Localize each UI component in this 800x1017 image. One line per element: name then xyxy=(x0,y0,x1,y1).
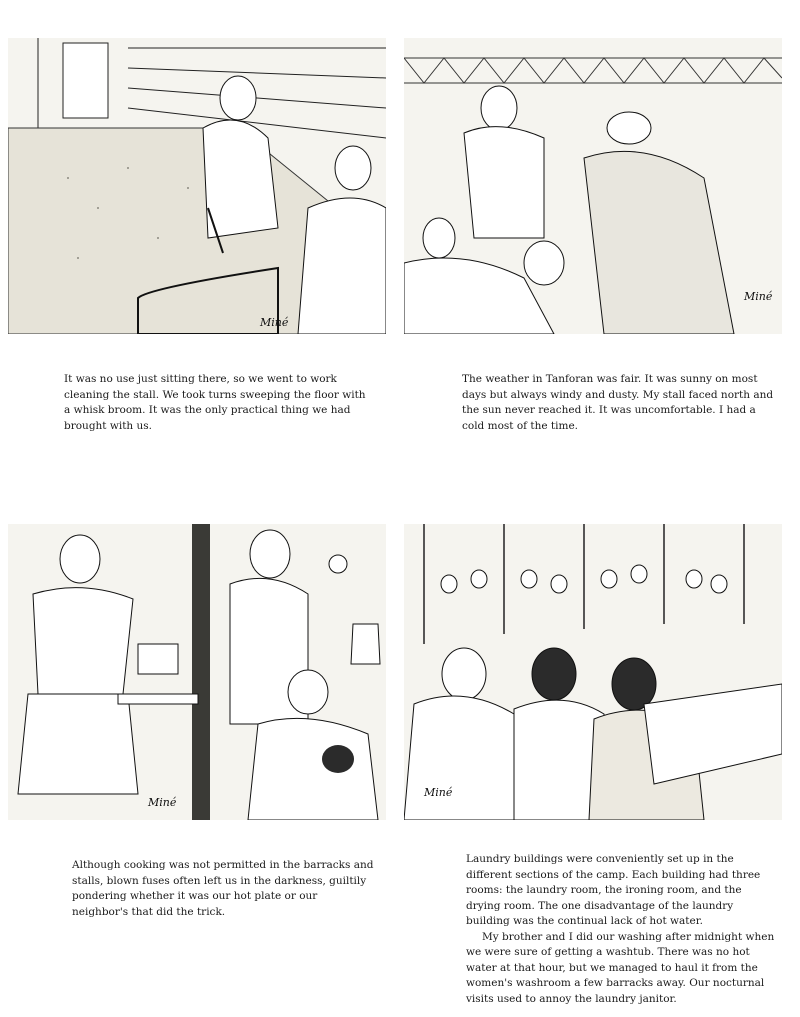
caption-paragraph: Although cooking was not permitted in the barracks and stalls, blown fuses often left us in the darkness, guiltily pondering whether it was our hot plate or our neighbor's that did the trick. xyxy=(72,859,374,918)
illustration-blown-fuses xyxy=(8,524,386,820)
artist-signature: Miné xyxy=(744,290,773,303)
caption-cleaning-stall xyxy=(64,372,372,434)
caption-paragraph: The weather in Tanforan was fair. It was sunny on most days but always windy and dusty. My stall faced north and the sun never reached it. It was uncomfortable. I had a cold most of the time. xyxy=(462,373,774,432)
caption-laundry xyxy=(466,852,776,1007)
caption-paragraph: It was no use just sitting there, so we went to work cleaning the stall. We took turns sweeping the floor with a whisk broom. It was the only practical thing we had brought with us. xyxy=(64,373,366,432)
caption-paragraph: My brother and I did our washing after midnight when we were sure of getting a washtub. There was no hot water at that hour, but we managed to haul it from the women's washroom a few barracks away. Our nocturnal visits used to annoy the laundry janitor. xyxy=(466,930,775,1005)
artist-signature: Miné xyxy=(260,316,289,329)
illustration-laundry xyxy=(404,524,782,820)
caption-blown-fuses xyxy=(72,858,376,920)
artist-signature: Miné xyxy=(148,796,177,809)
caption-paragraph: Laundry buildings were conveniently set up in the different sections of the camp. Each building had three rooms: the laundry room, the ironing room, and the drying room. The one disadvantage of the laundry building was the continual lack of hot water. xyxy=(466,853,761,927)
illustration-windy-dusty xyxy=(404,38,782,334)
artist-signature: Miné xyxy=(424,786,453,799)
caption-windy-dusty xyxy=(462,372,774,434)
illustration-cleaning-stall xyxy=(8,38,386,334)
